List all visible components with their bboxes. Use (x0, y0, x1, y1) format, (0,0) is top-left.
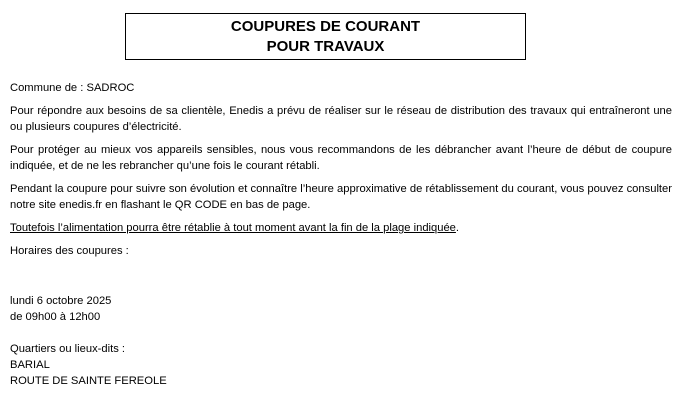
schedule-heading: Horaires des coupures : (10, 245, 129, 257)
location-item: BARIAL (10, 359, 50, 371)
paragraph-tracking: Pendant la coupure pour suivre son évolution et connaître l’heure approximative de rétablissement du courant, vous pouvez consulter notre site enedis.fr en flashant le QR CODE en bas de page. (10, 183, 672, 211)
location-item: ROUTE DE SAINTE FEREOLE (10, 375, 167, 387)
paragraph-protection: Pour protéger au mieux vos appareils sensibles, nous vous recommandons de les débrancher avant l’heure de début de coupure indiquée, et de ne les rebrancher qu’une fois le courant rétabli. (10, 144, 672, 172)
commune-line: Commune de : SADROC (10, 82, 135, 94)
locations-spacer (10, 325, 672, 341)
locations-heading: Quartiers ou lieux-dits : (10, 343, 126, 355)
notice-underlined-text: Toutefois l’alimentation pourra être rétablie à tout moment avant la fin de la plage indiquée (10, 222, 456, 234)
title-line-2: POUR TRAVAUX (266, 38, 385, 55)
title-box (125, 13, 526, 60)
paragraph-intro: Pour répondre aux besoins de sa clientèle, Enedis a prévu de réaliser sur le réseau de distribution des travaux qui entraîneront une ou plusieurs coupures d’électricité. (10, 105, 672, 133)
notice-line (10, 220, 672, 236)
schedule-time: de 09h00 à 12h00 (10, 311, 101, 323)
schedule-spacer (10, 259, 672, 293)
schedule-date: lundi 6 octobre 2025 (10, 295, 112, 307)
title-line-1: COUPURES DE COURANT (230, 18, 421, 35)
notice-suffix: . (455, 222, 460, 234)
notice-body (10, 80, 672, 389)
